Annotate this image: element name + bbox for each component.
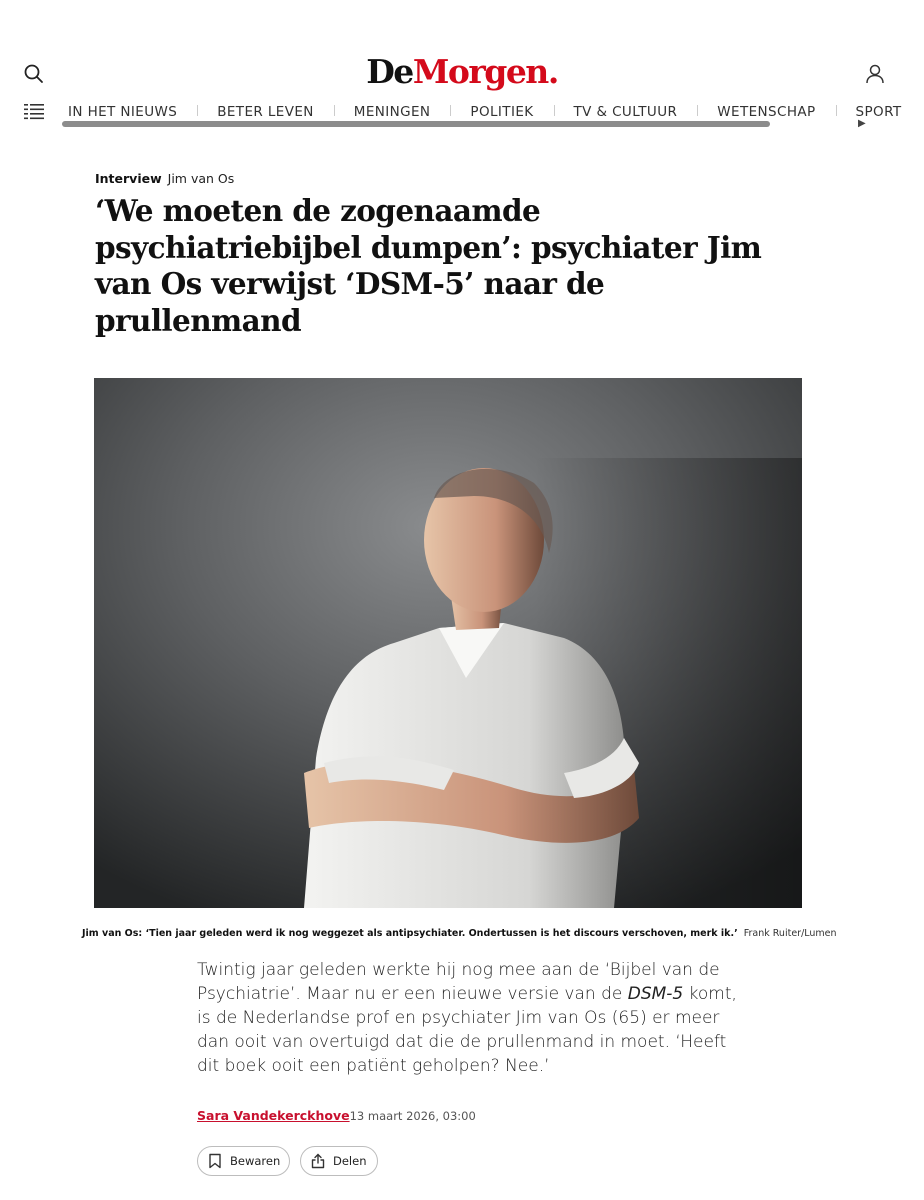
share-button[interactable] bbox=[300, 1146, 378, 1176]
byline bbox=[197, 1108, 476, 1123]
intro-part-1: Twintig jaar geleden werkte hij nog mee aan de ‘Bijbel van de Psychiatrie’. Maar nu er een nieuwe versie van de bbox=[197, 960, 720, 1004]
intro-emphasis: DSM-5 bbox=[627, 984, 684, 1004]
nav-item-sport[interactable]: SPORT bbox=[836, 104, 922, 120]
article-intro bbox=[197, 958, 742, 1078]
logo-dot: . bbox=[547, 52, 558, 91]
nav-item-beter-leven[interactable]: BETER LEVEN bbox=[197, 104, 334, 120]
article-kicker bbox=[95, 171, 234, 186]
save-button[interactable] bbox=[197, 1146, 290, 1176]
intro-part-2: komt, is de Nederlandse prof en psychiater Jim van Os (65) er meer dan ooit van overtuigd dat die de prullenmand in moet. ‘Heeft dit boek ooit een patiënt geholpen? Nee.’ bbox=[197, 984, 737, 1076]
save-label: Bewaren bbox=[230, 1154, 281, 1168]
share-icon bbox=[311, 1153, 325, 1169]
page-title: ‘We moeten de zogenaamde psychiatriebijbel dumpen’: psychiater Jim van Os verwijst ‘DSM-5’ naar de prullenmand bbox=[95, 193, 762, 338]
subject-tag[interactable]: Jim van Os bbox=[167, 171, 235, 186]
photo-caption bbox=[82, 927, 862, 941]
nav-item-meningen[interactable]: MENINGEN bbox=[334, 104, 451, 120]
user-icon[interactable] bbox=[864, 62, 886, 86]
caption-text: Jim van Os: ‘Tien jaar geleden werd ik nog weggezet als antipsychiater. Ondertussen is het discours verschoven, merk ik.’ bbox=[82, 928, 738, 939]
site-logo[interactable] bbox=[0, 52, 924, 91]
nav-item-politiek[interactable]: POLITIEK bbox=[450, 104, 553, 120]
logo-part-morgen: Morgen bbox=[412, 52, 548, 91]
photo-credit: Frank Ruiter/Lumen bbox=[743, 928, 837, 939]
author-link[interactable]: Sara Vandekerckhove bbox=[197, 1108, 350, 1123]
publish-date: 13 maart 2026, 03:00 bbox=[349, 1109, 476, 1123]
nav-item-wetenschap[interactable]: WETENSCHAP bbox=[697, 104, 835, 120]
nav-item-in-het-nieuws[interactable]: IN HET NIEUWS bbox=[68, 104, 178, 120]
nav-item-tv-cultuur[interactable]: TV & CULTUUR bbox=[554, 104, 698, 120]
share-label: Delen bbox=[333, 1154, 367, 1168]
nav-scrollbar[interactable] bbox=[62, 121, 770, 127]
logo-part-de: De bbox=[366, 52, 413, 91]
chevron-right-icon[interactable]: ▶ bbox=[858, 118, 866, 129]
section-label[interactable]: Interview bbox=[95, 171, 162, 186]
article-photo bbox=[94, 378, 802, 908]
bookmark-icon bbox=[208, 1153, 222, 1169]
menu-icon[interactable] bbox=[24, 104, 44, 120]
